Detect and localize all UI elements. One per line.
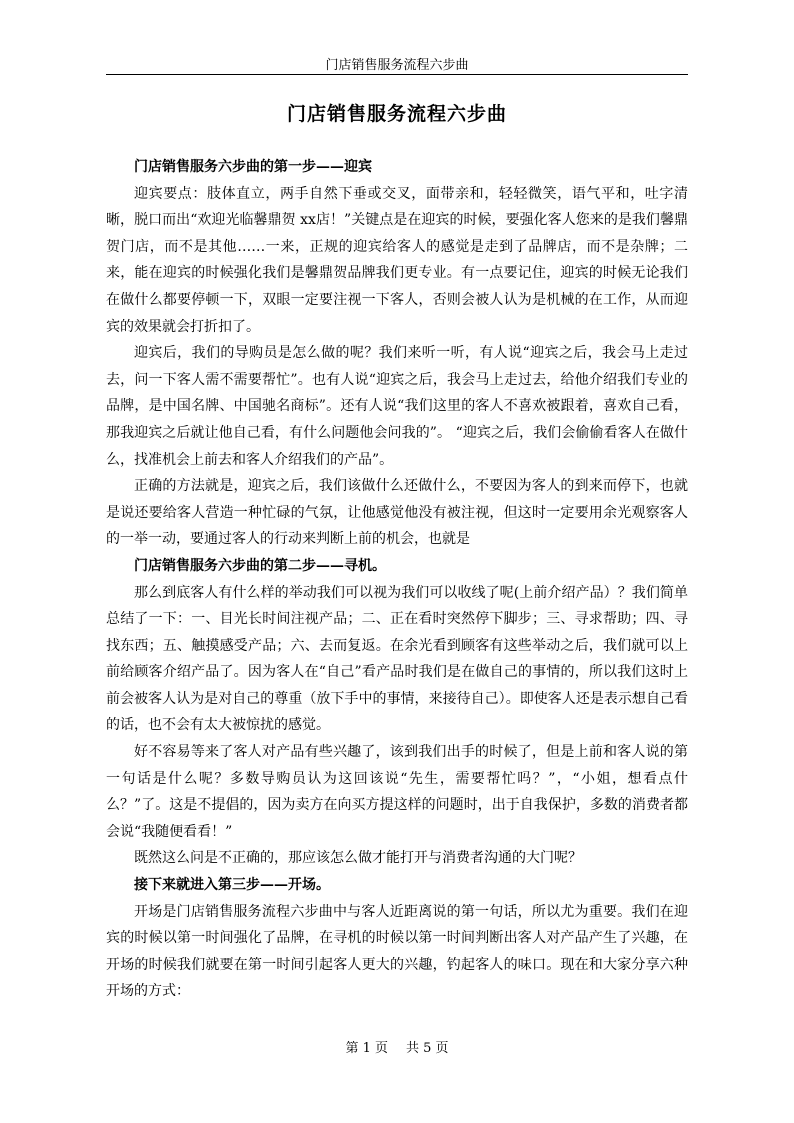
body-paragraph: 正确的方法就是，迎宾之后，我们该做什么还做什么，不要因为客人的到来而停下，也就是说还要给客人营造一种忙碌的气氛，让他感觉他没有被注视，但这时一定要用余光观察客人的一举一动，要通过客人的行动来判断上前的机会，也就是 <box>106 478 688 548</box>
body-paragraph: 迎宾要点：肢体直立，两手自然下垂或交叉，面带亲和，轻轻微笑，语气平和，吐字清晰，脱口而出“欢迎光临馨鼎贺 xx店！”关键点是在迎宾的时候，要强化客人您来的是我们馨鼎贺门店，而不是其他……一来，正规的迎宾给客人的感觉是走到了品牌店，而不是杂牌；二来，能在迎宾的时候强化我们是馨鼎贺品牌我们更专业。有一点要记住，迎宾的时候无论我们在做什么都要停顿一下，双眼一定要注视一下客人，否则会被人认为是机械的在工作，从而迎宾的效果就会打折扣了。 <box>106 185 688 335</box>
body-paragraph: 迎宾后，我们的导购员是怎么做的呢？我们来听一听，有人说“迎宾之后，我会马上走过去，问一下客人需不需要帮忙”。也有人说“迎宾之后，我会马上走过去，给他介绍我们专业的品牌，是中国名牌、中国驰名商标”。还有人说“我们这里的客人不喜欢被跟着，喜欢自己看，那我迎宾之后就让他自己看，有什么问题他会问我的”。 “迎宾之后，我们会偷偷看客人在做什么，找准机会上前去和客人介绍我们的产品”。 <box>106 345 688 468</box>
section-heading-step-1: 门店销售服务六步曲的第一步——迎宾 <box>134 159 372 175</box>
body-paragraph: 那么到底客人有什么样的举动我们可以视为我们可以收线了呢(上前介绍产品）？我们简单总结了一下：一、目光长时间注视产品；二、正在看时突然停下脚步；三、寻求帮助；四、寻找东西；五、触摸感受产品；六、去而复返。在余光看到顾客有这些举动之后，我们就可以上前给顾客介绍产品了。因为客人在“自己”看产品时我们是在做自己的事情的，所以我们这时上前会被客人认为是对自己的尊重（放下手中的事情，来接待自己）。即使客人还是表示想自己看的话，也不会有太大被惊扰的感觉。 <box>106 584 688 734</box>
body-paragraph: 既然这么问是不正确的，那应该怎么做才能打开与消费者沟通的大门呢？ <box>134 850 582 867</box>
document-body <box>106 154 688 1005</box>
section-heading-step-2: 门店销售服务六步曲的第二步——寻机。 <box>134 557 386 574</box>
page-total: 共 5 页 <box>406 1041 449 1056</box>
body-paragraph: 好不容易等来了客人对产品有些兴趣了，该到我们出手的时候了，但是上前和客人说的第一句话是什么呢？多数导购员认为这回该说“先生，需要帮忙吗？”，“小姐，想看点什么？”了。这是不提倡的，因为卖方在向买方提这样的问题时，出于自我保护，多数的消费者都会说“我随便看看！” <box>106 744 688 840</box>
section-heading-step-3: 接下来就进入第三步——开场。 <box>134 877 330 894</box>
page-number: 第 1 页 <box>345 1041 388 1056</box>
header-rule <box>106 74 688 75</box>
running-header: 门店销售服务流程六步曲 <box>325 58 469 73</box>
page-footer <box>0 1041 794 1057</box>
document-title: 门店销售服务流程六步曲 <box>286 103 507 125</box>
body-paragraph: 开场是门店销售服务流程六步曲中与客人近距离说的第一句话，所以尤为重要。我们在迎宾的时候以第一时间强化了品牌，在寻机的时候以第一时间判断出客人对产品产生了兴趣，在开场的时候我们就要在第一时间引起客人更大的兴趣，钓起客人的味口。现在和大家分享六种开场的方式： <box>106 903 688 1000</box>
